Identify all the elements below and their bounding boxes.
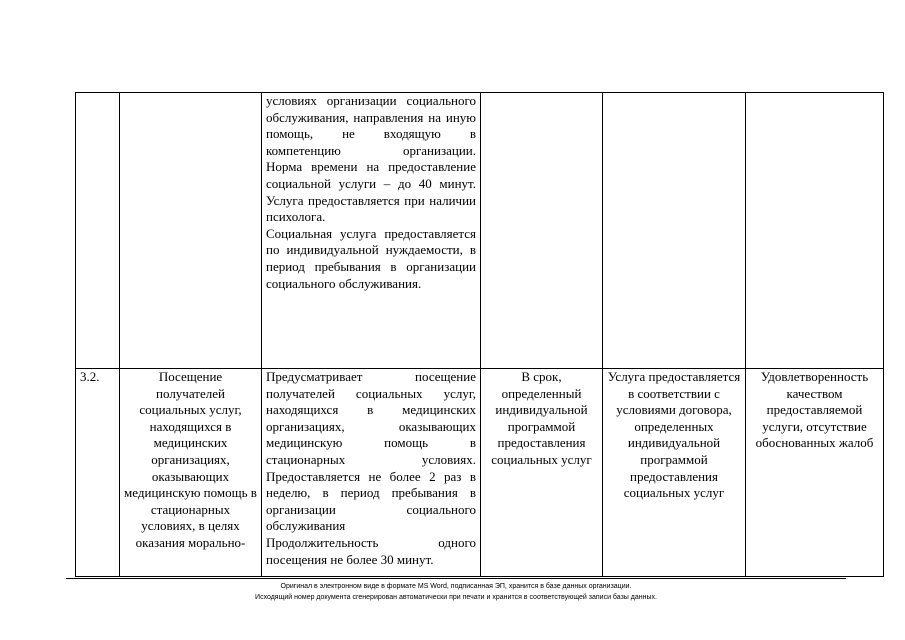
description-paragraph: Продолжительность одного посещения не более 30 минут. [266,534,476,567]
conditions-cell [603,93,746,369]
term-cell [481,93,603,369]
table-row [76,93,884,369]
conditions-text: Услуга предоставляется в соответствии с условиями договора, определенных индивидуальной программой предоставления социальных услуг [607,369,741,501]
services-table [75,92,884,577]
number-cell [76,369,120,577]
quality-text: Удовлетворенность качеством предоставляемой услуги, отсутствие обоснованных жалоб [755,369,874,451]
description-paragraph: Предусматривает посещение получателей социальных услуг, находящихся в медицинских организациях, оказывающих медицинскую помощь в стационарных условиях. [266,369,476,467]
description-paragraph: Предоставляется не более 2 раз в неделю, в период пребывания в организации социального обслуживания [266,468,476,534]
footer-note-original: Оригинал в электронном виде в формате MS Word, подписанная ЭП, хранится в базе данных организации. [280,583,632,590]
number-cell [76,93,120,369]
service-name-cell [120,93,262,369]
service-name-cell [120,369,262,577]
conditions-cell [603,369,746,577]
description-cell [262,93,481,369]
service-name: Посещение получателей социальных услуг, находящихся в медицинских организациях, оказывающих медицинскую помощь в стационарных условиях, в целях оказания морально- [124,369,257,550]
description-paragraph: Социальная услуга предоставляется по индивидуальной нуждаемости, в период пребывания в организации социального обслуживания. [266,225,476,291]
quality-cell [746,369,884,577]
footer-note-number: Исходящий номер документа сгенерирован автоматически при печати и хранится в соответствующей записи базы данных. [255,594,657,601]
quality-cell [746,93,884,369]
description-paragraph: условиях организации социального обслуживания, направления на иную помощь, не входящую в компетенцию организации. [266,93,476,158]
description-paragraph: Норма времени на предоставление социальной услуги – до 40 минут. [266,159,476,191]
term-text: В срок, определенный индивидуальной программой предоставления социальных услуг [491,369,592,467]
description-cell [262,369,481,577]
table-row [76,369,884,577]
description-paragraph: Услуга предоставляется при наличии психолога. [266,192,476,225]
term-cell [481,369,603,577]
footer-divider [66,578,846,579]
row-number: 3.2. [80,369,100,384]
